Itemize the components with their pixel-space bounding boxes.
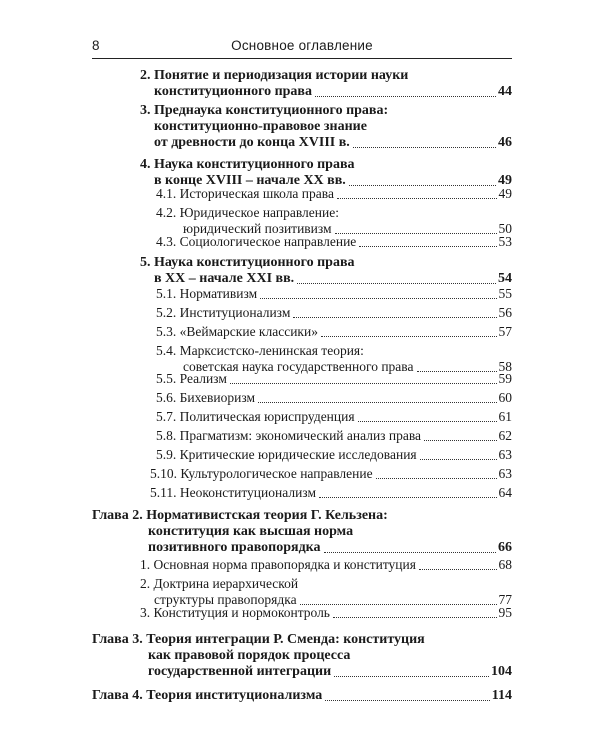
toc-line: Глава 2. Нормативистская теория Г. Кельзена: <box>92 508 388 523</box>
dot-leader <box>324 552 496 553</box>
dot-leader <box>258 402 496 403</box>
toc-entry[interactable] <box>140 68 512 100</box>
toc-line: 5.5. Реализм <box>156 371 227 386</box>
toc-entry[interactable] <box>156 409 512 425</box>
dot-leader <box>315 96 496 97</box>
toc-line: 5.6. Бихевиоризм <box>156 390 256 405</box>
toc-line: 4.1. Историческая школа права <box>156 186 334 201</box>
toc-page: 68 <box>498 557 512 572</box>
toc-page: 50 <box>498 221 512 236</box>
toc-page: 114 <box>491 688 512 703</box>
toc-page: 61 <box>498 409 512 424</box>
toc-entry[interactable] <box>156 390 512 406</box>
dot-leader <box>419 569 497 570</box>
toc-entry[interactable] <box>140 557 512 573</box>
header-rule <box>92 58 512 59</box>
toc-line: 5.8. Прагматизм: экономический анализ права <box>156 428 422 443</box>
toc-entry[interactable] <box>140 576 512 608</box>
toc-line: структуры правопорядка <box>154 592 297 607</box>
toc-page: 60 <box>498 390 512 405</box>
dot-leader <box>293 317 496 318</box>
toc-entry[interactable] <box>150 466 512 482</box>
toc-line: Глава 4. Теория институционализма <box>92 688 323 703</box>
toc-line: 5.10. Культурологическое направление <box>150 466 373 481</box>
dot-leader <box>337 198 497 199</box>
toc-page: 44 <box>498 84 512 99</box>
dot-leader <box>230 383 497 384</box>
toc-line: 4. Наука конституционного права <box>140 157 355 172</box>
toc-entry[interactable] <box>140 103 512 151</box>
toc-entry[interactable] <box>156 305 512 321</box>
toc-entry[interactable] <box>156 447 512 463</box>
toc-line: 5.3. «Веймарские классики» <box>156 324 318 339</box>
toc-chapter[interactable] <box>92 508 512 556</box>
running-head: Основное оглавление <box>231 38 373 53</box>
toc-page: 66 <box>498 540 512 555</box>
toc-line: конституция как высшая норма <box>148 524 354 539</box>
toc-entry[interactable] <box>140 605 512 621</box>
toc-page: 56 <box>498 305 512 320</box>
dot-leader <box>353 147 496 148</box>
toc-page: 58 <box>498 359 512 374</box>
toc-entry[interactable] <box>140 157 512 189</box>
dot-leader <box>334 676 489 677</box>
page-header <box>92 38 512 58</box>
toc-line: как правовой порядок процесса <box>148 648 351 663</box>
toc-line: 1. Основная норма правопорядка и конституция <box>140 557 416 572</box>
dot-leader <box>359 246 496 247</box>
toc-entry[interactable] <box>156 234 512 250</box>
toc-line: 4.3. Социологическое направление <box>156 234 357 249</box>
toc-page: 104 <box>491 664 512 679</box>
dot-leader <box>376 478 497 479</box>
toc-line: в конце XVIII – начале XX вв. <box>154 173 346 188</box>
dot-leader <box>325 700 489 701</box>
toc-entry[interactable] <box>156 371 512 387</box>
toc-entry[interactable] <box>156 186 512 202</box>
toc-line: позитивного правопорядка <box>148 540 321 555</box>
toc-line: советская наука государственного права <box>183 359 414 374</box>
toc-page: 57 <box>498 324 512 339</box>
toc-entry[interactable] <box>156 205 512 237</box>
toc-page: 54 <box>498 271 512 286</box>
toc-chapter[interactable] <box>92 632 512 680</box>
toc-line: конституционно-правовое знание <box>154 119 367 134</box>
toc-line: 3. Преднаука конституционного права: <box>140 103 389 118</box>
toc-line: 5.4. Марксистско-ленинская теория: <box>156 343 364 358</box>
toc-line: юридический позитивизм <box>183 221 332 236</box>
toc-page: 46 <box>498 135 512 150</box>
toc-entry[interactable] <box>156 428 512 444</box>
toc-line: 5.11. Неоконституционализм <box>150 485 316 500</box>
toc-page: 49 <box>498 173 512 188</box>
toc-line: 4.2. Юридическое направление: <box>156 205 339 220</box>
dot-leader <box>297 283 496 284</box>
toc-page: 77 <box>498 592 512 607</box>
toc-page: 55 <box>498 286 512 301</box>
toc-entry[interactable] <box>156 324 512 340</box>
dot-leader <box>424 440 496 441</box>
toc-line: 2. Доктрина иерархической <box>140 576 299 591</box>
dot-leader <box>358 421 497 422</box>
toc-line: 5.1. Нормативизм <box>156 286 258 301</box>
toc-page: 63 <box>498 447 512 462</box>
toc-chapter[interactable] <box>92 688 512 704</box>
toc-line: 3. Конституция и нормоконтроль <box>140 605 330 620</box>
toc-line: государственной интеграции <box>148 664 332 679</box>
toc-line: Глава 3. Теория интеграции Р. Сменда: конституция <box>92 632 425 647</box>
dot-leader <box>420 459 497 460</box>
toc-page: 63 <box>498 466 512 481</box>
toc-line: 5. Наука конституционного права <box>140 255 355 270</box>
toc-page: 62 <box>498 428 512 443</box>
toc-page: 59 <box>498 371 512 386</box>
toc-page: 64 <box>498 485 512 500</box>
toc-line: 2. Понятие и периодизация истории науки <box>140 68 409 83</box>
toc-page: 95 <box>498 605 512 620</box>
toc-page: 49 <box>498 186 512 201</box>
toc-entry[interactable] <box>140 255 512 287</box>
dot-leader <box>260 298 496 299</box>
toc-line: 5.7. Политическая юриспруденция <box>156 409 355 424</box>
dot-leader <box>319 497 497 498</box>
toc-line: 5.2. Институционализм <box>156 305 291 320</box>
toc-line: в XX – начале XXI вв. <box>154 271 295 286</box>
toc-line: от древности до конца XVIII в. <box>154 135 350 150</box>
page-number: 8 <box>92 38 100 53</box>
toc-line: 5.9. Критические юридические исследования <box>156 447 417 462</box>
dot-leader <box>321 336 497 337</box>
toc-entry[interactable] <box>150 485 512 501</box>
toc-entry[interactable] <box>156 286 512 302</box>
dot-leader <box>333 617 497 618</box>
toc-page: 53 <box>498 234 512 249</box>
toc-line: конституционного права <box>154 84 312 99</box>
